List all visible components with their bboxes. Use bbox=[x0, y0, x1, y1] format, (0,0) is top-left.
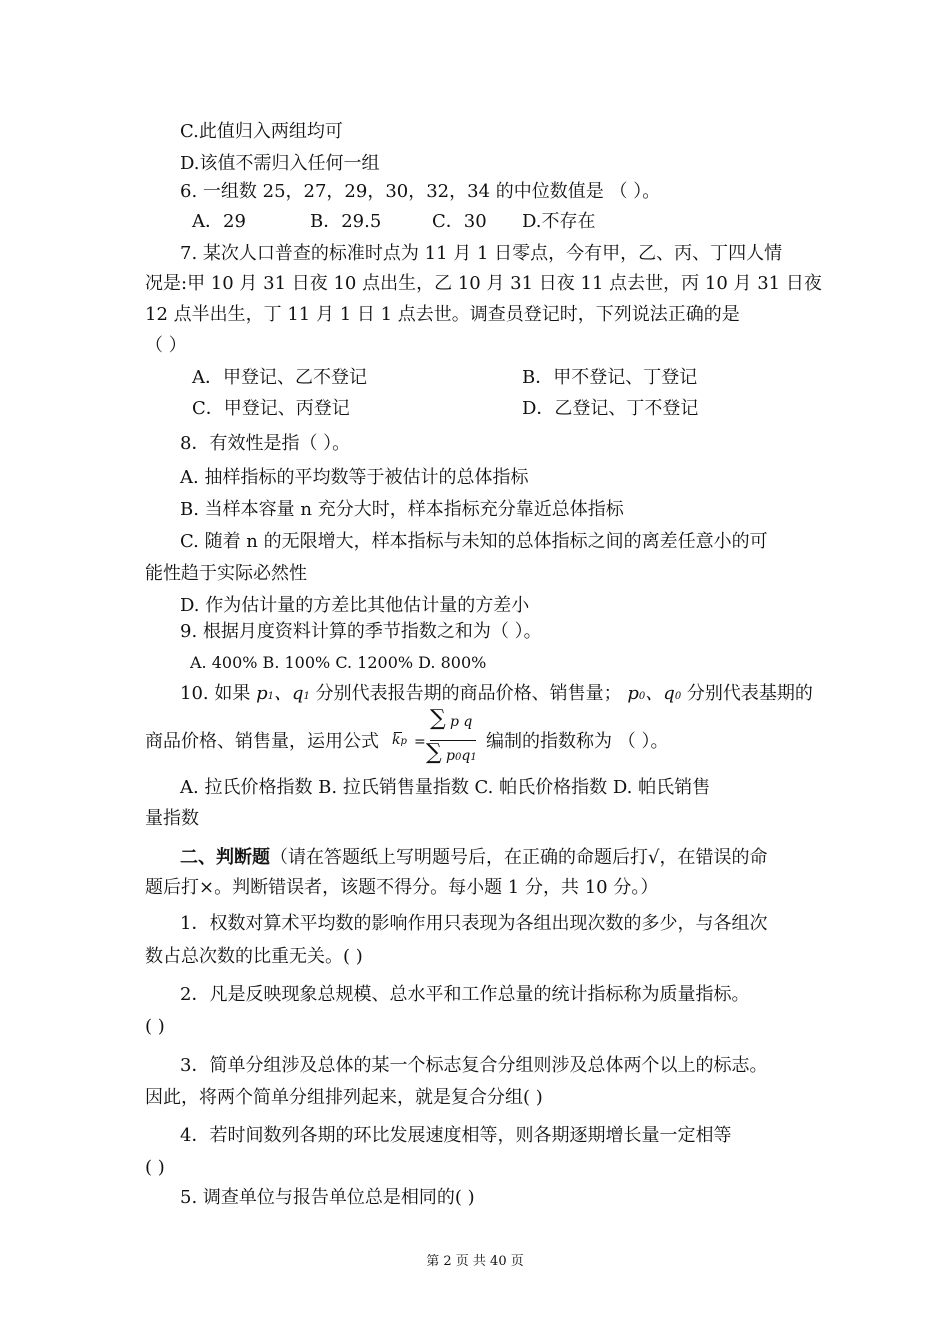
formula-kp: kp bbox=[392, 732, 407, 748]
question-7-line4: （ ） bbox=[145, 335, 187, 356]
page-footer: 第 2 页 共 40 页 bbox=[426, 1254, 524, 1269]
q6-option-c: C．30 bbox=[432, 211, 487, 232]
section-2-heading bbox=[180, 846, 767, 870]
judgment-3-line2: 因此，将两个简单分组排列起来，就是复合分组( ) bbox=[145, 1087, 543, 1108]
question-7-line2: 况是:甲 10 月 31 日夜 10 点出生，乙 10 月 31 日夜 11 点去世，丙 10 月 31 日夜 bbox=[145, 273, 822, 294]
section-2-title: 二、判断题 bbox=[180, 847, 270, 868]
question-8: 8．有效性是指（ ）。 bbox=[180, 433, 351, 454]
formula-numerator: p q bbox=[450, 714, 473, 730]
judgment-5: 5. 调查单位与报告单位总是相同的( ) bbox=[180, 1187, 475, 1208]
q8-option-b: B. 当样本容量 n 充分大时，样本指标充分靠近总体指标 bbox=[180, 499, 624, 520]
judgment-1-line1: 1．权数对算术平均数的影响作用只表现为各组出现次数的多少，与各组次 bbox=[180, 913, 768, 934]
q8-option-a: A. 抽样指标的平均数等于被估计的总体指标 bbox=[180, 467, 529, 488]
option-d-line: D.该值不需归入任何一组 bbox=[180, 153, 380, 174]
option-c-line: C.此值归入两组均可 bbox=[180, 121, 343, 142]
q10-options: A. 拉氏价格指数 B. 拉氏销售量指数 C. 帕氏价格指数 D. 帕氏销售 bbox=[180, 777, 711, 798]
q10-report-desc: 分别代表报告期的商品价格、销售量； bbox=[315, 683, 622, 704]
judgment-2-line1: 2．凡是反映现象总规模、总水平和工作总量的统计指标称为质量指标。 bbox=[180, 984, 750, 1005]
judgment-3-line1: 3．简单分组涉及总体的某一个标志复合分组则涉及总体两个以上的标志。 bbox=[180, 1055, 768, 1076]
q8-option-d: D. 作为估计量的方差比其他估计量的方差小 bbox=[180, 595, 530, 616]
question-7-line1: 7. 某次人口普查的标准时点为 11 月 1 日零点，今有甲，乙、丙、丁四人情 bbox=[180, 243, 783, 264]
q9-options: A. 400% B. 100% C. 1200% D. 800% bbox=[190, 653, 487, 672]
question-7-line3: 12 点半出生，丁 11 月 1 日 1 点去世。调查员登记时，下列说法正确的是 bbox=[145, 304, 740, 325]
sum-symbol-bottom: ∑ bbox=[426, 740, 442, 765]
judgment-1-line2: 数占总次数的比重无关。( ) bbox=[145, 946, 363, 967]
question-10-line1 bbox=[180, 682, 813, 709]
judgment-2-line2: ( ) bbox=[145, 1016, 165, 1037]
q10-intro: 10. 如果 bbox=[180, 683, 251, 704]
q7-option-a: A．甲登记、乙不登记 bbox=[192, 367, 367, 388]
q10-base-desc: 分别代表基期的 bbox=[686, 683, 813, 704]
formula-denominator: p0q1 bbox=[446, 748, 477, 764]
question-10-line2-end: 编制的指数称为 （ ）。 bbox=[486, 731, 669, 752]
symbol-p1-q1: p1、q1 bbox=[256, 683, 310, 704]
question-10-line2-start: 商品价格、销售量，运用公式 bbox=[145, 731, 379, 752]
q7-option-c: C．甲登记、丙登记 bbox=[192, 398, 350, 419]
symbol-p0-q0: p0、q0 bbox=[627, 683, 682, 704]
judgment-4-line2: ( ) bbox=[145, 1157, 165, 1178]
q8-option-c-line1: C. 随着 n 的无限增大，样本指标与未知的总体指标之间的离差任意小的可 bbox=[180, 531, 768, 552]
index-formula bbox=[390, 706, 484, 774]
section-2-instructions: （请在答题纸上写明题号后，在正确的命题后打√，在错误的命 bbox=[270, 847, 768, 868]
q8-option-c-line2: 能性趋于实际必然性 bbox=[145, 563, 307, 584]
q6-option-a: A．29 bbox=[192, 211, 246, 232]
q7-option-b: B．甲不登记、丁登记 bbox=[522, 367, 698, 388]
q7-option-d: D．乙登记、丁不登记 bbox=[522, 398, 699, 419]
q6-option-b: B．29.5 bbox=[310, 211, 382, 232]
section-2-instructions-line2: 题后打×。判断错误者，该题不得分。每小题 1 分，共 10 分。） bbox=[145, 877, 659, 898]
question-9: 9. 根据月度资料计算的季节指数之和为（ ）。 bbox=[180, 621, 542, 642]
sum-symbol-top: ∑ bbox=[430, 706, 446, 731]
q6-option-d: D.不存在 bbox=[522, 211, 596, 232]
question-6: 6. 一组数 25，27，29，30，32，34 的中位数值是 （ ）。 bbox=[180, 181, 661, 202]
formula-equals: = bbox=[414, 734, 426, 750]
q10-options-cont: 量指数 bbox=[145, 808, 199, 829]
formula-bar bbox=[394, 732, 402, 733]
judgment-4-line1: 4．若时间数列各期的环比发展速度相等，则各期逐期增长量一定相等 bbox=[180, 1125, 732, 1146]
